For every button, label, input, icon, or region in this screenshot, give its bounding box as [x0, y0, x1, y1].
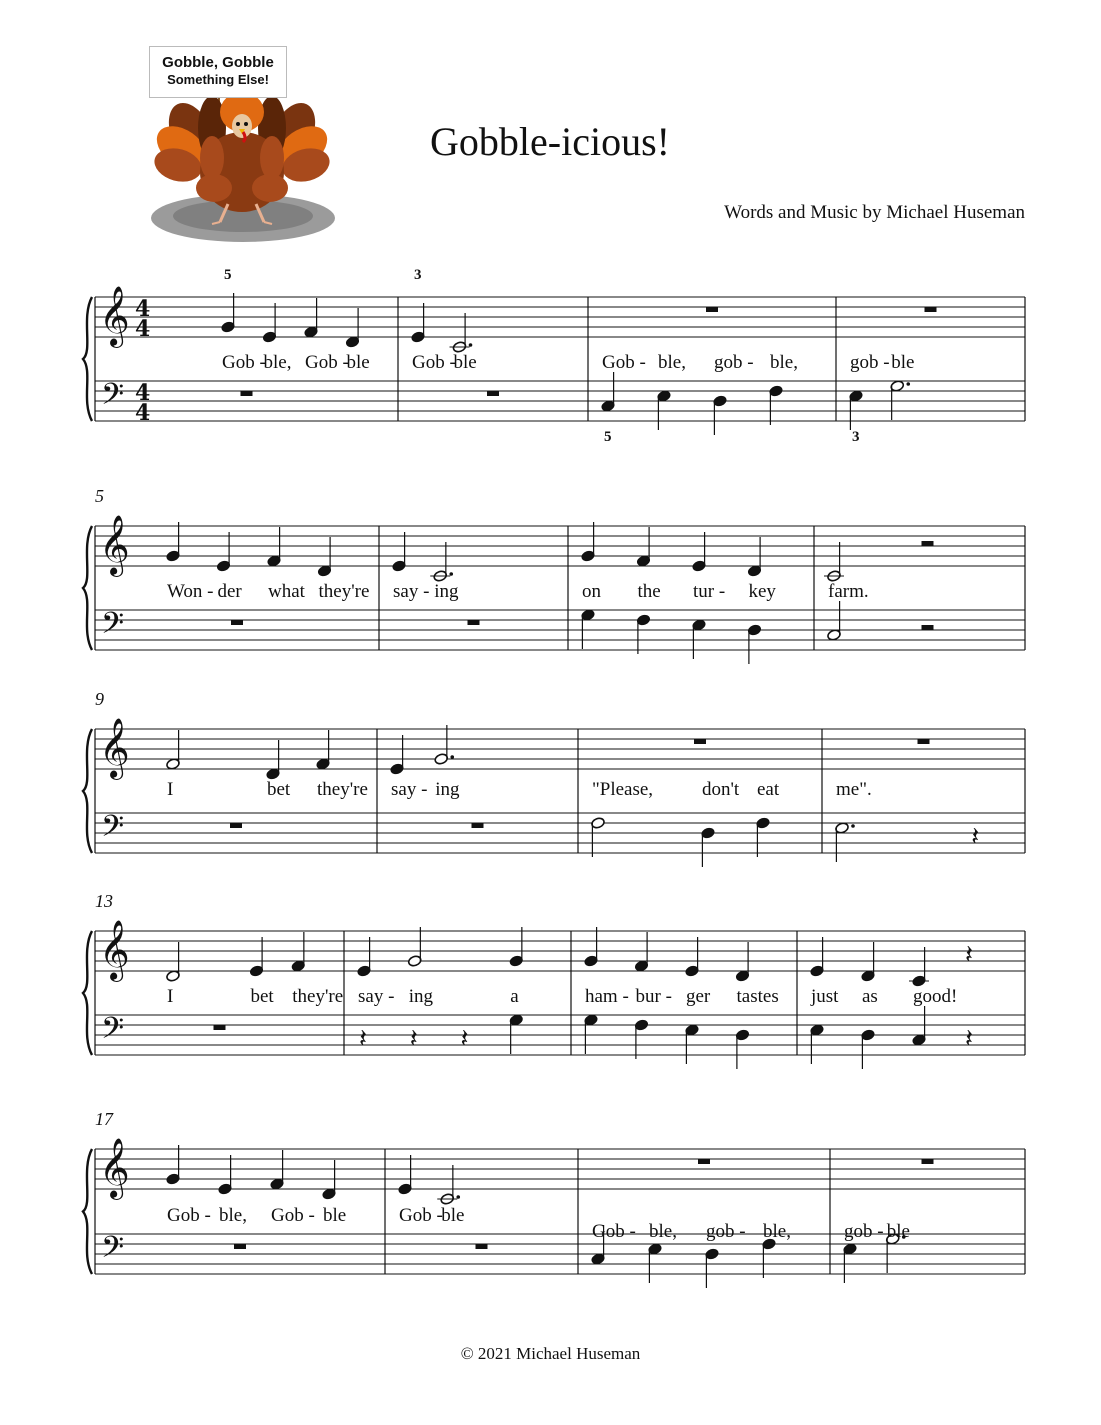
treble-rest — [694, 739, 706, 744]
sign-line-2: Something Else! — [167, 72, 269, 87]
lyric-syllable: farm. — [828, 581, 869, 602]
lyric-syllable: what — [268, 581, 305, 602]
lyric-syllable: ble, — [763, 1221, 791, 1242]
fingering-number: 3 — [414, 267, 422, 283]
treble-rest: 𝄽 — [965, 940, 973, 970]
lyric-syllable: key — [748, 581, 776, 602]
treble-clef-icon: 𝄞 — [99, 515, 130, 575]
lyric-syllable: Won - — [167, 581, 214, 602]
bass-rest: 𝄽 — [971, 822, 980, 852]
bass-rest: 𝄽 — [460, 1024, 469, 1054]
treble-clef-icon: 𝄞 — [99, 920, 130, 980]
lyric-syllable: ing — [435, 779, 460, 800]
lyric-syllable: ble — [441, 1205, 465, 1226]
lyric-syllable: Gob - — [592, 1221, 636, 1242]
lyric-syllable: ble — [323, 1205, 347, 1226]
fingering-number: 5 — [604, 429, 612, 445]
lyric-syllable: on — [582, 581, 601, 602]
lyric-syllable: ing — [408, 986, 434, 1007]
bass-clef-icon: 𝄢 — [101, 810, 125, 851]
bass-rest — [231, 620, 243, 625]
lyric-syllable: as — [862, 986, 878, 1007]
brace — [83, 931, 92, 1055]
treble-clef-icon: 𝄞 — [99, 1138, 130, 1198]
measure-number: 5 — [95, 486, 104, 506]
time-signature-top: 4 — [135, 296, 151, 322]
time-signature-bottom: 4 — [135, 400, 151, 426]
bass-clef-icon: 𝄢 — [101, 607, 125, 648]
lyric-syllable: say - — [358, 986, 395, 1007]
lyric-syllable: ble — [346, 352, 370, 373]
lyric-syllable: they're — [292, 986, 344, 1007]
time-signature-bottom: 4 — [135, 316, 151, 342]
copyright-footer: © 2021 Michael Huseman — [460, 1344, 641, 1363]
bass-note-dot — [906, 382, 910, 386]
treble-rest — [918, 739, 930, 744]
lyric-syllable: ham - — [585, 986, 629, 1007]
lyric-syllable: ble — [886, 1221, 910, 1242]
lyric-syllable: me". — [836, 779, 872, 800]
lyric-syllable: they're — [318, 581, 370, 602]
bass-rest — [922, 625, 934, 630]
lyric-syllable: a — [510, 986, 519, 1007]
lyric-syllable: just — [811, 986, 839, 1007]
bass-rest: 𝄽 — [409, 1024, 418, 1054]
composer-credit: Words and Music by Michael Huseman — [724, 202, 1025, 223]
lyric-syllable: don't — [702, 779, 740, 800]
lyric-syllable: Gob - — [167, 1205, 211, 1226]
lyric-syllable: der — [217, 581, 242, 602]
lyric-syllable: good! — [913, 986, 958, 1007]
treble-note-dot — [450, 755, 454, 759]
lyric-syllable: ble, — [649, 1221, 677, 1242]
bass-rest: 𝄽 — [965, 1024, 973, 1054]
bass-rest — [234, 1244, 246, 1249]
lyric-syllable: ble, — [770, 352, 798, 373]
treble-clef-icon: 𝄞 — [99, 286, 130, 346]
lyric-syllable: the — [637, 581, 661, 602]
lyric-syllable: Gob - — [399, 1205, 443, 1226]
lyric-syllable: ger — [686, 986, 711, 1007]
lyric-syllable: bet — [250, 986, 274, 1007]
brace — [83, 297, 92, 421]
lyric-syllable: I — [167, 779, 174, 800]
lyric-syllable: gob - — [714, 352, 754, 373]
bass-clef-icon: 𝄢 — [101, 1231, 125, 1272]
treble-rest — [922, 541, 934, 546]
lyric-syllable: ble — [891, 352, 915, 373]
lyric-syllable: "Please, — [592, 779, 654, 800]
bass-rest — [487, 391, 499, 396]
bass-rest — [241, 391, 253, 396]
brace — [83, 526, 92, 650]
fingering-number: 5 — [224, 267, 232, 283]
lyric-syllable: say - — [393, 581, 430, 602]
lyric-syllable: bur - — [635, 986, 672, 1007]
treble-rest — [922, 1159, 934, 1164]
brace — [83, 729, 92, 853]
lyric-syllable: Gob - — [602, 352, 646, 373]
lyric-syllable: ble — [453, 352, 477, 373]
lyric-syllable: gob - — [850, 352, 890, 373]
bass-rest — [214, 1025, 226, 1030]
treble-note-dot — [469, 343, 473, 347]
measure-number: 9 — [95, 689, 104, 709]
treble-note-dot — [456, 1195, 460, 1199]
treble-rest — [706, 307, 718, 312]
bass-clef-icon: 𝄢 — [101, 1012, 125, 1053]
bass-rest — [230, 823, 242, 828]
page-title: Gobble-icious! — [430, 119, 670, 164]
lyric-syllable: ble, — [263, 352, 292, 373]
lyric-syllable: they're — [317, 779, 368, 800]
lyric-syllable: gob - — [706, 1221, 746, 1242]
lyric-syllable: ble, — [658, 352, 686, 373]
treble-rest — [925, 307, 937, 312]
bass-rest — [472, 823, 484, 828]
treble-note-dot — [449, 572, 453, 576]
lyric-syllable: Gob - — [222, 352, 266, 373]
lyric-syllable: ble, — [219, 1205, 247, 1226]
sign-line-1: Gobble, Gobble — [162, 54, 274, 71]
bass-clef-icon: 𝄢 — [101, 378, 125, 419]
lyric-syllable: tur - — [693, 581, 726, 602]
lyric-syllable: Gob - — [271, 1205, 315, 1226]
lyric-syllable: tastes — [736, 986, 779, 1007]
lyric-syllable: bet — [267, 779, 291, 800]
fingering-number: 3 — [852, 429, 860, 445]
measure-number: 17 — [95, 1109, 113, 1129]
lyric-syllable: ing — [434, 581, 459, 602]
lyric-syllable: Gob - — [412, 352, 456, 373]
time-signature-top: 4 — [135, 380, 151, 406]
lyric-syllable: I — [167, 986, 174, 1007]
measure-number: 13 — [95, 891, 113, 911]
bass-note-dot — [851, 824, 855, 828]
lyric-syllable: gob - — [844, 1221, 884, 1242]
lyric-syllable: say - — [391, 779, 428, 800]
bass-rest — [468, 620, 480, 625]
brace — [83, 1149, 92, 1274]
treble-rest — [698, 1159, 710, 1164]
lyric-syllable: eat — [757, 779, 780, 800]
lyric-syllable: Gob - — [305, 352, 349, 373]
bass-rest: 𝄽 — [359, 1024, 367, 1054]
treble-clef-icon: 𝄞 — [99, 718, 130, 778]
bass-rest — [476, 1244, 488, 1249]
